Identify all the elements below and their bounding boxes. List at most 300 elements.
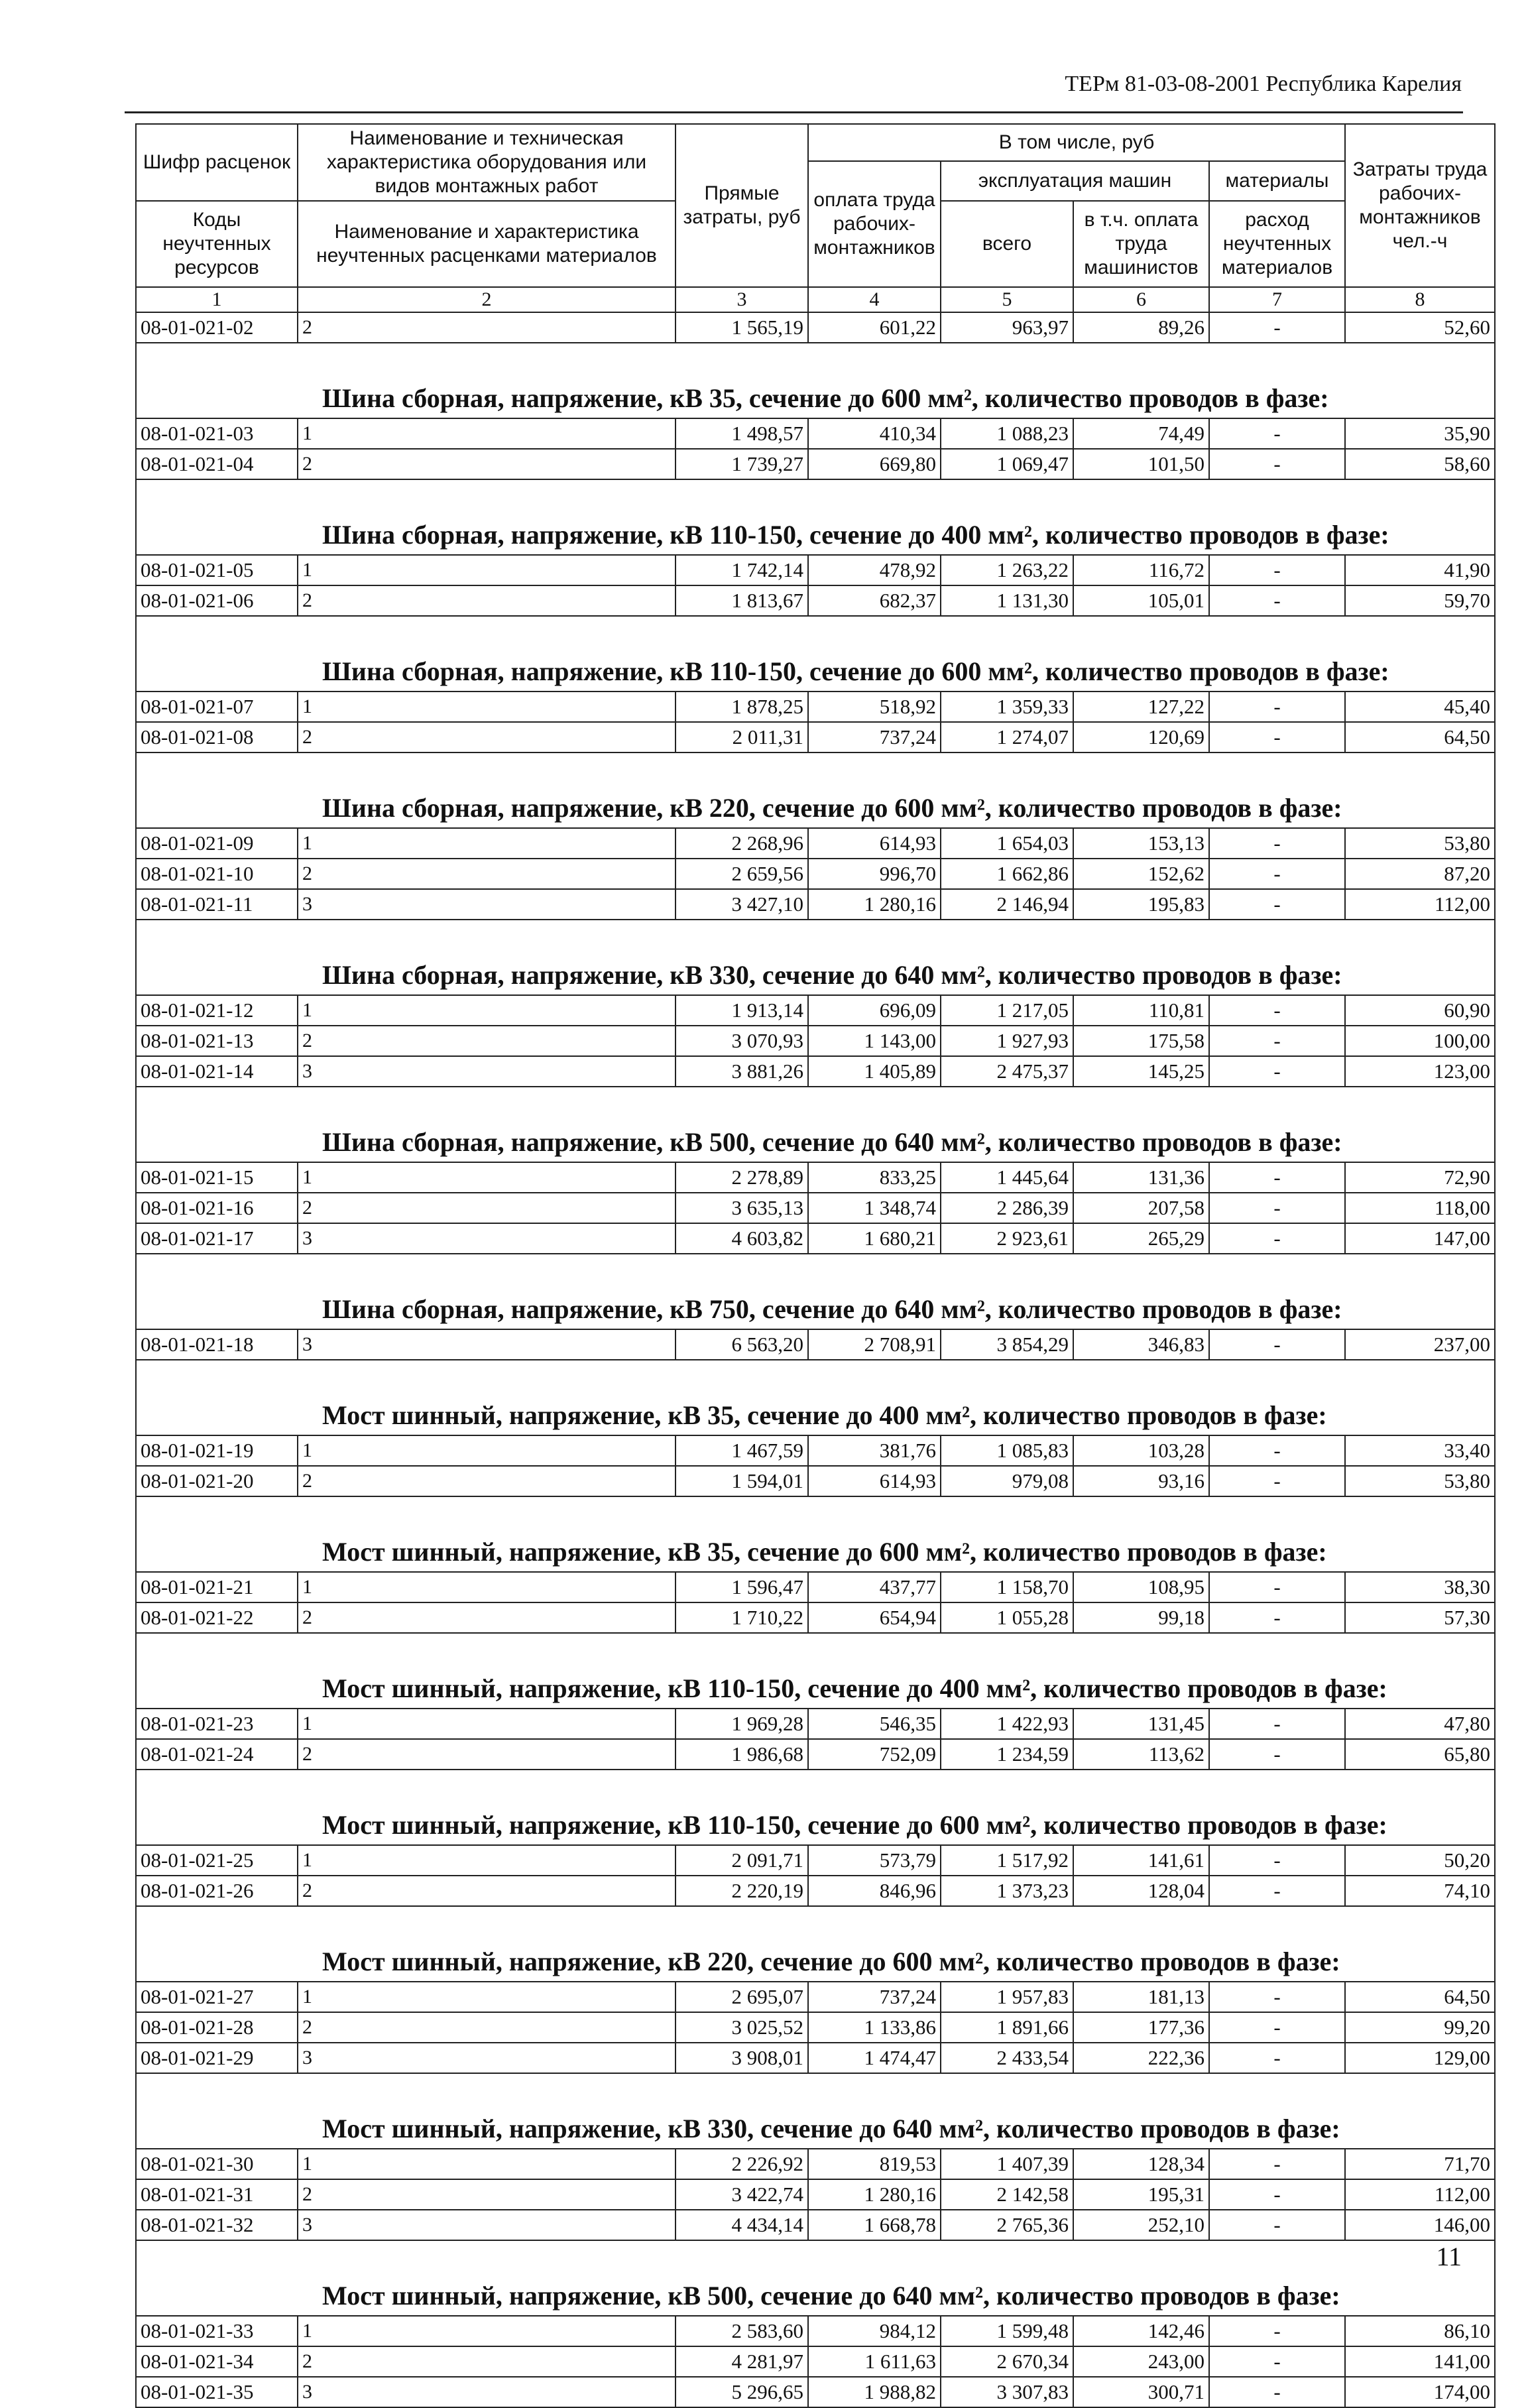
machines-total: 1 422,93: [941, 1709, 1073, 1739]
table-row: [136, 1876, 1495, 1906]
table-row: [136, 1223, 1495, 1254]
drivers-pay: 346,83: [1073, 1329, 1209, 1360]
section-title-row: [136, 752, 1495, 828]
rate-code: 08-01-021-02: [136, 312, 298, 343]
rate-code: 08-01-021-09: [136, 828, 298, 859]
labor-hours: 64,50: [1345, 1982, 1495, 2012]
drivers-pay: 108,95: [1073, 1572, 1209, 1602]
direct-costs: 3 070,93: [676, 1026, 808, 1056]
materials: -: [1209, 995, 1345, 1026]
labor-hours: 38,30: [1345, 1572, 1495, 1602]
labor-pay: 601,22: [808, 312, 941, 343]
table-row: [136, 1026, 1495, 1056]
col-header-v-tom-chisle: В том числе, руб: [808, 124, 1345, 161]
drivers-pay: 222,36: [1073, 2043, 1209, 2073]
col-header-vsego: всего: [941, 201, 1073, 287]
materials: -: [1209, 1572, 1345, 1602]
table-row: [136, 1845, 1495, 1876]
col-header-ekspluataciya: эксплуатация машин: [941, 161, 1209, 201]
section-title: Шина сборная, напряжение, кВ 35, сечение до 600 мм², количество проводов в фазе:: [136, 343, 1495, 418]
rate-code: 08-01-021-15: [136, 1162, 298, 1193]
materials: -: [1209, 2043, 1345, 2073]
rate-code: 08-01-021-14: [136, 1056, 298, 1087]
labor-hours: 146,00: [1345, 2210, 1495, 2240]
materials: -: [1209, 2210, 1345, 2240]
variant-number: 2: [298, 722, 676, 752]
materials: -: [1209, 2316, 1345, 2346]
section-title-row: [136, 479, 1495, 555]
direct-costs: 2 220,19: [676, 1876, 808, 1906]
labor-pay: 833,25: [808, 1162, 941, 1193]
section-title: Мост шинный, напряжение, кВ 35, сечение до 400 мм², количество проводов в фазе:: [136, 1360, 1495, 1435]
drivers-pay: 141,61: [1073, 1845, 1209, 1876]
table-row: [136, 1739, 1495, 1770]
table-row: [136, 1709, 1495, 1739]
variant-number: 1: [298, 995, 676, 1026]
variant-number: 3: [298, 2210, 676, 2240]
col-header-pryamye: Прямые затраты, руб: [676, 124, 808, 287]
direct-costs: 1 596,47: [676, 1572, 808, 1602]
labor-pay: 984,12: [808, 2316, 941, 2346]
page-number: 11: [1436, 2242, 1462, 2271]
rate-code: 08-01-021-05: [136, 555, 298, 585]
materials: -: [1209, 1876, 1345, 1906]
materials: -: [1209, 1193, 1345, 1223]
drivers-pay: 177,36: [1073, 2012, 1209, 2043]
drivers-pay: 131,36: [1073, 1162, 1209, 1193]
materials: -: [1209, 2149, 1345, 2179]
rate-code: 08-01-021-12: [136, 995, 298, 1026]
labor-hours: 57,30: [1345, 1602, 1495, 1633]
machines-total: 979,08: [941, 1466, 1073, 1496]
rate-code: 08-01-021-17: [136, 1223, 298, 1254]
direct-costs: 2 659,56: [676, 859, 808, 889]
machines-total: 1 517,92: [941, 1845, 1073, 1876]
drivers-pay: 103,28: [1073, 1435, 1209, 1466]
variant-number: 3: [298, 889, 676, 920]
rate-code: 08-01-021-08: [136, 722, 298, 752]
machines-total: 3 854,29: [941, 1329, 1073, 1360]
materials: -: [1209, 2012, 1345, 2043]
materials: -: [1209, 1602, 1345, 1633]
drivers-pay: 99,18: [1073, 1602, 1209, 1633]
variant-number: 2: [298, 2012, 676, 2043]
machines-total: 1 088,23: [941, 418, 1073, 449]
labor-hours: 129,00: [1345, 2043, 1495, 2073]
labor-pay: 410,34: [808, 418, 941, 449]
materials: -: [1209, 418, 1345, 449]
labor-hours: 53,80: [1345, 828, 1495, 859]
section-title-row: [136, 2240, 1495, 2316]
direct-costs: 2 091,71: [676, 1845, 808, 1876]
labor-pay: 846,96: [808, 1876, 941, 1906]
labor-pay: 478,92: [808, 555, 941, 585]
drivers-pay: 145,25: [1073, 1056, 1209, 1087]
machines-total: 1 373,23: [941, 1876, 1073, 1906]
rate-code: 08-01-021-06: [136, 585, 298, 616]
table-row: [136, 2012, 1495, 2043]
direct-costs: 1 467,59: [676, 1435, 808, 1466]
machines-total: 1 131,30: [941, 585, 1073, 616]
materials: -: [1209, 1056, 1345, 1087]
table-row: [136, 1162, 1495, 1193]
drivers-pay: 128,34: [1073, 2149, 1209, 2179]
labor-hours: 87,20: [1345, 859, 1495, 889]
direct-costs: 1 813,67: [676, 585, 808, 616]
materials: -: [1209, 692, 1345, 722]
document-code: ТЕРм 81-03-08-2001 Республика Карелия: [1065, 72, 1462, 96]
variant-number: 2: [298, 1876, 676, 1906]
rate-code: 08-01-021-07: [136, 692, 298, 722]
machines-total: 1 407,39: [941, 2149, 1073, 2179]
table-row: [136, 2179, 1495, 2210]
table-row: [136, 418, 1495, 449]
col-number: 2: [298, 287, 676, 312]
materials: -: [1209, 2377, 1345, 2407]
col-header-oplata: оплата труда рабочих-монтажников: [808, 161, 941, 287]
table-row: [136, 859, 1495, 889]
machines-total: 1 359,33: [941, 692, 1073, 722]
section-title: Шина сборная, напряжение, кВ 500, сечение до 640 мм², количество проводов в фазе:: [136, 1087, 1495, 1162]
materials: -: [1209, 1223, 1345, 1254]
labor-hours: 237,00: [1345, 1329, 1495, 1360]
rate-code: 08-01-021-35: [136, 2377, 298, 2407]
rate-code: 08-01-021-21: [136, 1572, 298, 1602]
machines-total: 2 142,58: [941, 2179, 1073, 2210]
materials: -: [1209, 722, 1345, 752]
section-title: Мост шинный, напряжение, кВ 220, сечение до 600 мм², количество проводов в фазе:: [136, 1906, 1495, 1982]
section-title-row: [136, 1496, 1495, 1572]
rates-table: [135, 123, 1496, 2408]
direct-costs: 1 710,22: [676, 1602, 808, 1633]
variant-number: 2: [298, 1739, 676, 1770]
machines-total: 2 286,39: [941, 1193, 1073, 1223]
labor-pay: 546,35: [808, 1709, 941, 1739]
drivers-pay: 195,31: [1073, 2179, 1209, 2210]
labor-hours: 41,90: [1345, 555, 1495, 585]
direct-costs: 3 908,01: [676, 2043, 808, 2073]
direct-costs: 3 025,52: [676, 2012, 808, 2043]
labor-hours: 53,80: [1345, 1466, 1495, 1496]
machines-total: 1 445,64: [941, 1162, 1073, 1193]
direct-costs: 5 296,65: [676, 2377, 808, 2407]
table-row: [136, 2149, 1495, 2179]
col-header-rashod: расход неучтенных материалов: [1209, 201, 1345, 287]
direct-costs: 3 422,74: [676, 2179, 808, 2210]
direct-costs: 4 434,14: [676, 2210, 808, 2240]
rate-code: 08-01-021-27: [136, 1982, 298, 2012]
variant-number: 2: [298, 312, 676, 343]
table-row: [136, 1466, 1495, 1496]
drivers-pay: 152,62: [1073, 859, 1209, 889]
direct-costs: 4 281,97: [676, 2346, 808, 2377]
materials: -: [1209, 1739, 1345, 1770]
header-rule: [125, 111, 1463, 113]
table-row: [136, 995, 1495, 1026]
table-row: [136, 585, 1495, 616]
drivers-pay: 300,71: [1073, 2377, 1209, 2407]
section-title: Шина сборная, напряжение, кВ 110-150, сечение до 600 мм², количество проводов в фазе:: [136, 616, 1495, 692]
drivers-pay: 89,26: [1073, 312, 1209, 343]
col-header-vtch: в т.ч. оплата труда машинистов: [1073, 201, 1209, 287]
direct-costs: 1 878,25: [676, 692, 808, 722]
rate-code: 08-01-021-19: [136, 1435, 298, 1466]
col-number: 7: [1209, 287, 1345, 312]
labor-pay: 573,79: [808, 1845, 941, 1876]
labor-hours: 174,00: [1345, 2377, 1495, 2407]
table-row: [136, 2316, 1495, 2346]
section-title-row: [136, 2073, 1495, 2149]
table-row: [136, 1982, 1495, 2012]
materials: -: [1209, 1982, 1345, 2012]
labor-pay: 614,93: [808, 1466, 941, 1496]
rate-code: 08-01-021-22: [136, 1602, 298, 1633]
labor-pay: 1 280,16: [808, 2179, 941, 2210]
materials: -: [1209, 555, 1345, 585]
drivers-pay: 243,00: [1073, 2346, 1209, 2377]
variant-number: 3: [298, 1056, 676, 1087]
machines-total: 1 891,66: [941, 2012, 1073, 2043]
variant-number: 2: [298, 859, 676, 889]
labor-hours: 74,10: [1345, 1876, 1495, 1906]
labor-pay: 381,76: [808, 1435, 941, 1466]
variant-number: 2: [298, 2346, 676, 2377]
materials: -: [1209, 859, 1345, 889]
machines-total: 1 069,47: [941, 449, 1073, 479]
drivers-pay: 252,10: [1073, 2210, 1209, 2240]
materials: -: [1209, 2179, 1345, 2210]
labor-hours: 59,70: [1345, 585, 1495, 616]
materials: -: [1209, 828, 1345, 859]
direct-costs: 1 498,57: [676, 418, 808, 449]
variant-number: 3: [298, 1223, 676, 1254]
machines-total: 1 662,86: [941, 859, 1073, 889]
variant-number: 1: [298, 1435, 676, 1466]
labor-hours: 64,50: [1345, 722, 1495, 752]
direct-costs: 2 278,89: [676, 1162, 808, 1193]
section-title-row: [136, 343, 1495, 418]
rate-code: 08-01-021-32: [136, 2210, 298, 2240]
labor-pay: 2 708,91: [808, 1329, 941, 1360]
labor-pay: 1 280,16: [808, 889, 941, 920]
rate-code: 08-01-021-30: [136, 2149, 298, 2179]
labor-pay: 696,09: [808, 995, 941, 1026]
table-row: [136, 692, 1495, 722]
machines-total: 1 158,70: [941, 1572, 1073, 1602]
labor-hours: 52,60: [1345, 312, 1495, 343]
materials: -: [1209, 449, 1345, 479]
table-row: [136, 2346, 1495, 2377]
labor-hours: 86,10: [1345, 2316, 1495, 2346]
labor-pay: 1 611,63: [808, 2346, 941, 2377]
table-row: [136, 828, 1495, 859]
variant-number: 1: [298, 1709, 676, 1739]
labor-pay: 669,80: [808, 449, 941, 479]
rate-code: 08-01-021-18: [136, 1329, 298, 1360]
rate-code: 08-01-021-24: [136, 1739, 298, 1770]
rate-code: 08-01-021-20: [136, 1466, 298, 1496]
drivers-pay: 142,46: [1073, 2316, 1209, 2346]
labor-hours: 100,00: [1345, 1026, 1495, 1056]
drivers-pay: 127,22: [1073, 692, 1209, 722]
labor-pay: 1 988,82: [808, 2377, 941, 2407]
direct-costs: 2 011,31: [676, 722, 808, 752]
drivers-pay: 153,13: [1073, 828, 1209, 859]
drivers-pay: 207,58: [1073, 1193, 1209, 1223]
labor-hours: 35,90: [1345, 418, 1495, 449]
rate-code: 08-01-021-04: [136, 449, 298, 479]
rate-code: 08-01-021-29: [136, 2043, 298, 2073]
labor-hours: 58,60: [1345, 449, 1495, 479]
table-row: [136, 312, 1495, 343]
labor-pay: 654,94: [808, 1602, 941, 1633]
machines-total: 963,97: [941, 312, 1073, 343]
labor-hours: 72,90: [1345, 1162, 1495, 1193]
labor-hours: 50,20: [1345, 1845, 1495, 1876]
section-title: Шина сборная, напряжение, кВ 330, сечение до 640 мм², количество проводов в фазе:: [136, 920, 1495, 995]
table-row: [136, 722, 1495, 752]
table-row: [136, 1329, 1495, 1360]
labor-hours: 60,90: [1345, 995, 1495, 1026]
labor-hours: 45,40: [1345, 692, 1495, 722]
drivers-pay: 110,81: [1073, 995, 1209, 1026]
variant-number: 1: [298, 2149, 676, 2179]
labor-pay: 682,37: [808, 585, 941, 616]
labor-pay: 1 668,78: [808, 2210, 941, 2240]
direct-costs: 1 594,01: [676, 1466, 808, 1496]
labor-hours: 112,00: [1345, 2179, 1495, 2210]
labor-pay: 437,77: [808, 1572, 941, 1602]
rate-code: 08-01-021-28: [136, 2012, 298, 2043]
variant-number: 1: [298, 1162, 676, 1193]
drivers-pay: 105,01: [1073, 585, 1209, 616]
labor-hours: 99,20: [1345, 2012, 1495, 2043]
drivers-pay: 181,13: [1073, 1982, 1209, 2012]
col-header-codes: Коды неучтенных ресурсов: [136, 201, 298, 287]
labor-pay: 1 680,21: [808, 1223, 941, 1254]
table-row: [136, 1193, 1495, 1223]
col-number: 8: [1345, 287, 1495, 312]
direct-costs: 2 268,96: [676, 828, 808, 859]
variant-number: 1: [298, 2316, 676, 2346]
drivers-pay: 195,83: [1073, 889, 1209, 920]
table-row: [136, 1602, 1495, 1633]
drivers-pay: 120,69: [1073, 722, 1209, 752]
table-row: [136, 1572, 1495, 1602]
section-title-row: [136, 1770, 1495, 1845]
direct-costs: 6 563,20: [676, 1329, 808, 1360]
direct-costs: 1 565,19: [676, 312, 808, 343]
direct-costs: 3 427,10: [676, 889, 808, 920]
section-title-row: [136, 1254, 1495, 1329]
rate-code: 08-01-021-25: [136, 1845, 298, 1876]
variant-number: 2: [298, 2179, 676, 2210]
section-title: Мост шинный, напряжение, кВ 330, сечение до 640 мм², количество проводов в фазе:: [136, 2073, 1495, 2149]
materials: -: [1209, 1709, 1345, 1739]
col-header-shifr: Шифр расценок: [136, 124, 298, 201]
rate-code: 08-01-021-34: [136, 2346, 298, 2377]
variant-number: 2: [298, 1193, 676, 1223]
materials: -: [1209, 1466, 1345, 1496]
section-title: Шина сборная, напряжение, кВ 750, сечение до 640 мм², количество проводов в фазе:: [136, 1254, 1495, 1329]
section-title-row: [136, 1360, 1495, 1435]
labor-hours: 47,80: [1345, 1709, 1495, 1739]
machines-total: 1 217,05: [941, 995, 1073, 1026]
variant-number: 2: [298, 585, 676, 616]
labor-hours: 123,00: [1345, 1056, 1495, 1087]
labor-hours: 65,80: [1345, 1739, 1495, 1770]
machines-total: 1 957,83: [941, 1982, 1073, 2012]
col-number: 1: [136, 287, 298, 312]
rate-code: 08-01-021-03: [136, 418, 298, 449]
table-row: [136, 449, 1495, 479]
section-title: Мост шинный, напряжение, кВ 500, сечение до 640 мм², количество проводов в фазе:: [136, 2240, 1495, 2316]
labor-hours: 141,00: [1345, 2346, 1495, 2377]
materials: -: [1209, 312, 1345, 343]
labor-pay: 614,93: [808, 828, 941, 859]
labor-pay: 1 133,86: [808, 2012, 941, 2043]
table-row: [136, 2210, 1495, 2240]
machines-total: 2 146,94: [941, 889, 1073, 920]
labor-pay: 1 474,47: [808, 2043, 941, 2073]
table-row: [136, 1056, 1495, 1087]
direct-costs: 2 583,60: [676, 2316, 808, 2346]
table-row: [136, 2043, 1495, 2073]
drivers-pay: 116,72: [1073, 555, 1209, 585]
section-title: Мост шинный, напряжение, кВ 110-150, сечение до 600 мм², количество проводов в фазе:: [136, 1770, 1495, 1845]
direct-costs: 1 969,28: [676, 1709, 808, 1739]
machines-total: 1 599,48: [941, 2316, 1073, 2346]
machines-total: 3 307,83: [941, 2377, 1073, 2407]
labor-hours: 147,00: [1345, 1223, 1495, 1254]
materials: -: [1209, 1845, 1345, 1876]
col-number: 3: [676, 287, 808, 312]
labor-pay: 1 405,89: [808, 1056, 941, 1087]
col-number: 6: [1073, 287, 1209, 312]
labor-pay: 819,53: [808, 2149, 941, 2179]
materials: -: [1209, 1162, 1345, 1193]
drivers-pay: 175,58: [1073, 1026, 1209, 1056]
variant-number: 1: [298, 1982, 676, 2012]
rate-code: 08-01-021-11: [136, 889, 298, 920]
table-row: [136, 555, 1495, 585]
table-row: [136, 2377, 1495, 2407]
section-title: Шина сборная, напряжение, кВ 220, сечение до 600 мм², количество проводов в фазе:: [136, 752, 1495, 828]
machines-total: 2 670,34: [941, 2346, 1073, 2377]
col-header-zatraty: Затраты труда рабочих-монтажников чел.-ч: [1345, 124, 1495, 287]
variant-number: 1: [298, 1845, 676, 1876]
drivers-pay: 93,16: [1073, 1466, 1209, 1496]
labor-pay: 1 143,00: [808, 1026, 941, 1056]
rate-code: 08-01-021-13: [136, 1026, 298, 1056]
machines-total: 1 927,93: [941, 1026, 1073, 1056]
section-title: Шина сборная, напряжение, кВ 110-150, сечение до 400 мм², количество проводов в фазе:: [136, 479, 1495, 555]
labor-pay: 737,24: [808, 1982, 941, 2012]
col-header-naim2: Наименование и характеристика неучтенных расценками материалов: [298, 201, 676, 287]
variant-number: 2: [298, 449, 676, 479]
machines-total: 1 654,03: [941, 828, 1073, 859]
direct-costs: 3 635,13: [676, 1193, 808, 1223]
labor-pay: 737,24: [808, 722, 941, 752]
machines-total: 1 085,83: [941, 1435, 1073, 1466]
machines-total: 1 234,59: [941, 1739, 1073, 1770]
labor-hours: 112,00: [1345, 889, 1495, 920]
direct-costs: 3 881,26: [676, 1056, 808, 1087]
section-title-row: [136, 920, 1495, 995]
section-title-row: [136, 616, 1495, 692]
drivers-pay: 265,29: [1073, 1223, 1209, 1254]
machines-total: 2 475,37: [941, 1056, 1073, 1087]
